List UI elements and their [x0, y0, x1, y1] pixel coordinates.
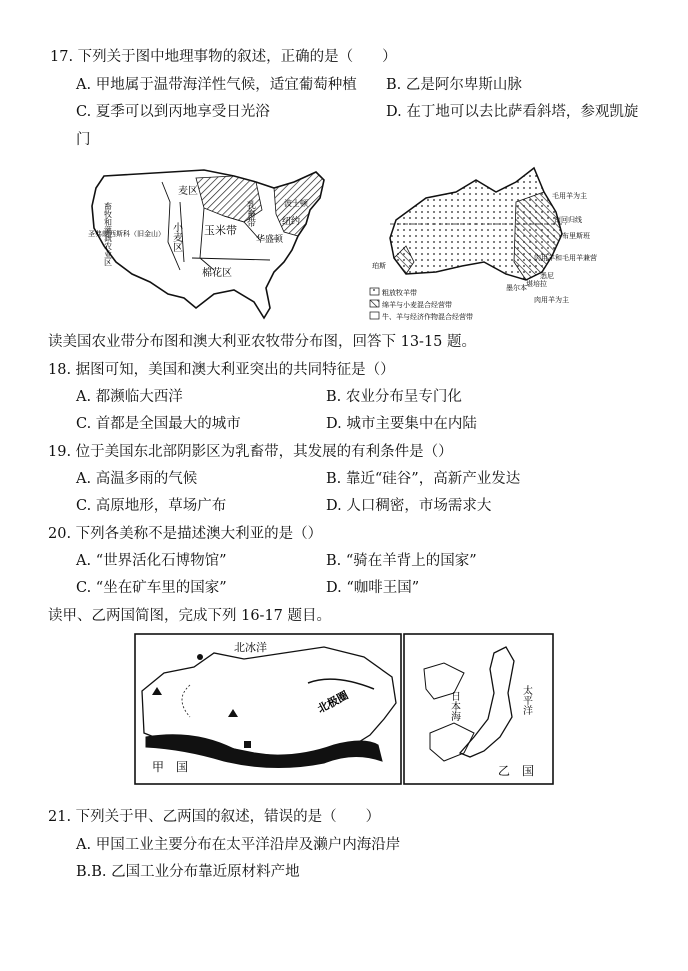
- q20-option-d: D. “咖啡王国”: [326, 580, 420, 596]
- map2-country-jia: 甲 国: [152, 760, 189, 774]
- aus-label-sydney: 悉尼: [540, 272, 554, 280]
- q18-option-a: A. 都濒临大西洋: [76, 389, 183, 405]
- aus-legend-sheep-wheat: 绵羊与小麦混合经营带: [382, 301, 452, 309]
- aus-label-meat-sheep: 肉用羊为主: [534, 296, 569, 304]
- aus-label-tropic: 南回归线: [554, 216, 582, 224]
- jia-yi-countries-map: [134, 633, 554, 785]
- q19-option-b: B. 靠近“硅谷”，高新产业发达: [326, 471, 521, 487]
- q19-option-d: D. 人口稠密，市场需求大: [326, 498, 492, 514]
- aus-label-melbourne: 墨尔本: [506, 284, 527, 292]
- q20-option-c: C. “坐在矿车里的国家”: [76, 580, 227, 596]
- usa-label-ranching: 畜牧和灌溉农业区: [103, 202, 113, 266]
- usa-label-dairy: 乳畜带: [245, 200, 255, 227]
- q21-option-a: A. 甲国工业主要分布在太平洋沿岸及濑户内海沿岸: [76, 837, 401, 853]
- aus-label-wool-sheep: 毛用羊为主: [552, 192, 587, 200]
- q20-stem: 20. 下列各美称不是描述澳大利亚的是（）: [48, 526, 323, 542]
- intro-usa-australia: 读美国农业带分布图和澳大利亚农牧带分布图，回答下 13-15 题。: [48, 334, 477, 350]
- usa-agriculture-map: [84, 162, 336, 328]
- aus-label-brisbane: 布里斯班: [562, 232, 590, 240]
- map2-sea-of-japan: 日本海: [448, 691, 460, 721]
- aus-label-mixed-sheep: 肉用羊和毛用羊兼营: [534, 254, 597, 262]
- q18-option-c: C. 首都是全国最大的城市: [76, 416, 241, 432]
- q17-stem: 17. 下列关于图中地理事物的叙述，正确的是（ ）: [50, 49, 397, 65]
- q17-option-a: A. 甲地属于温带海洋性气候，适宜葡萄种植: [76, 77, 357, 93]
- usa-label-spring-wheat: 小麦区: [170, 222, 182, 252]
- aus-legend-extensive-sheep: 粗放牧羊带: [382, 289, 417, 297]
- usa-label-washington: 华盛顿: [256, 235, 284, 245]
- map2-arctic-ocean: 北冰洋: [234, 641, 267, 654]
- aus-legend-mixed-crops: 牛、羊与经济作物混合经营带: [382, 313, 473, 321]
- map2-arctic-circle: 北极圈: [315, 688, 351, 716]
- usa-label-corn-belt: 玉米带: [204, 224, 237, 237]
- q18-stem: 18. 据图可知，美国和澳大利亚突出的共同特征是（）: [48, 362, 395, 378]
- q19-option-c: C. 高原地形，草场广布: [76, 498, 227, 514]
- intro-jia-yi: 读甲、乙两国简图，完成下列 16-17 题目。: [48, 608, 332, 624]
- q18-option-d: D. 城市主要集中在内陆: [326, 416, 477, 432]
- q20-option-a: A. “世界活化石博物馆”: [76, 553, 227, 569]
- usa-label-new-york: 纽约: [282, 217, 301, 227]
- aus-label-perth: 珀斯: [372, 262, 386, 270]
- usa-label-boston: 波士顿: [284, 199, 308, 208]
- q17-option-c: C. 夏季可以到丙地享受日光浴: [76, 104, 270, 120]
- q21-stem: 21. 下列关于甲、乙两国的叙述，错误的是（ ）: [48, 809, 381, 825]
- australia-agriculture-map: [366, 162, 614, 328]
- q17-option-d-continued: 门: [76, 132, 91, 148]
- q19-stem: 19. 位于美国东北部阴影区为乳畜带，其发展的有利条件是（）: [48, 444, 453, 460]
- q17-option-b: B. 乙是阿尔卑斯山脉: [386, 77, 522, 93]
- map2-country-yi: 乙 国: [498, 764, 535, 778]
- q17-option-d: D. 在丁地可以去比萨看斜塔，参观凯旋: [386, 104, 639, 120]
- usa-label-cotton: 棉花区: [202, 268, 232, 279]
- q19-option-a: A. 高温多雨的气候: [76, 471, 198, 487]
- q20-option-b: B. “骑在羊背上的国家”: [326, 553, 477, 569]
- q21-option-b: B.B. 乙国工业分布靠近原材料产地: [76, 864, 300, 880]
- q18-option-b: B. 农业分布呈专门化: [326, 389, 462, 405]
- map2-pacific: 太平洋: [520, 685, 532, 715]
- aus-label-canberra: 堪培拉: [526, 280, 547, 288]
- usa-label-wheat: 麦区: [178, 186, 198, 197]
- usa-label-san-francisco: 圣弗朗西斯科（旧金山）: [88, 230, 165, 238]
